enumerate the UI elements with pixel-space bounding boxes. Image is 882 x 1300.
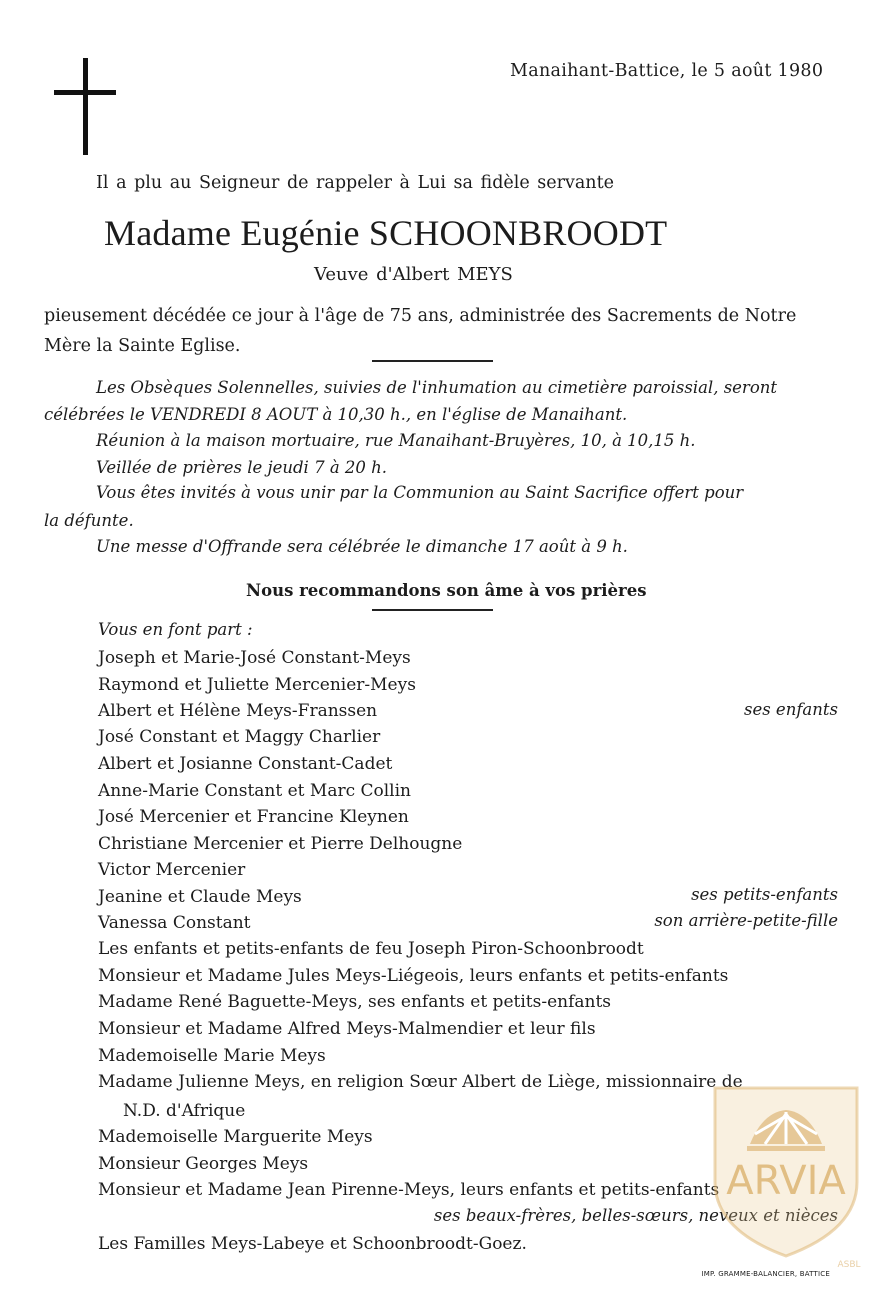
family-member: Vanessa Constant [98,913,251,933]
family-member: Les enfants et petits-enfants de feu Joseph Piron-Schoonbroodt [98,939,644,959]
family-member: Monsieur Georges Meys [98,1154,309,1174]
death-line-1: pieusement décédée ce jour à l'âge de 75 ans, administrée des Sacrements de Notre [44,306,797,326]
family-member: Albert et Josianne Constant-Cadet [98,754,393,774]
family-member: Joseph et Marie-José Constant-Meys [98,648,411,668]
family-member: Les Familles Meys-Labeye et Schoonbroodt-Goez. [98,1234,527,1254]
family-member: Monsieur et Madame Alfred Meys-Malmendier et leur fils [98,1019,596,1039]
watermark-suffix: ASBL [837,1260,861,1270]
ceremony-line: célébrées le VENDREDI 8 AOUT à 10,30 h., en l'église de Manaihant. [44,405,628,424]
ceremony-line: Vous êtes invités à vous unir par la Communion au Saint Sacrifice offert pour [96,483,744,502]
deceased-name: Madame Eugénie SCHOONBROODT [104,213,668,253]
family-member: Mademoiselle Marie Meys [98,1046,326,1066]
relation-grandchildren: ses petits-enfants [691,885,838,904]
family-member: Victor Mercenier [98,860,246,880]
family-member: José Mercenier et Francine Kleynen [98,807,409,827]
divider [372,360,493,362]
family-member: Raymond et Juliette Mercenier-Meys [98,675,416,695]
family-member: N.D. d'Afrique [123,1101,246,1121]
ceremony-line: la défunte. [44,511,134,530]
family-member: Monsieur et Madame Jean Pirenne-Meys, leurs enfants et petits-enfants [98,1180,720,1200]
ceremony-line: Réunion à la maison mortuaire, rue Manaihant-Bruyères, 10, à 10,15 h. [96,431,696,450]
place-date: Manaihant-Battice, le 5 août 1980 [510,61,824,81]
family-member: Madame René Baguette-Meys, ses enfants et petits-enfants [98,992,612,1012]
divider [372,609,493,611]
family-member: Mademoiselle Marguerite Meys [98,1127,373,1147]
ceremony-line: Une messe d'Offrande sera célébrée le dimanche 17 août à 9 h. [96,537,628,556]
death-line-2: Mère la Sainte Eglise. [44,336,241,356]
family-member: José Constant et Maggy Charlier [98,727,381,747]
family-member: Madame Julienne Meys, en religion Sœur Albert de Liège, missionnaire de [98,1072,743,1092]
intro-line: Il a plu au Seigneur de rappeler à Lui sa fidèle servante [96,173,614,193]
relation-in-laws: ses beaux-frères, belles-sœurs, neveux et nièces [433,1206,838,1225]
family-member: Monsieur et Madame Jules Meys-Liégeois, leurs enfants et petits-enfants [98,966,729,986]
relation-great-granddaughter: son arrière-petite-fille [654,911,838,930]
widow-of: Veuve d'Albert MEYS [314,264,513,285]
family-member: Anne-Marie Constant et Marc Collin [98,781,412,801]
family-member: Christiane Mercenier et Pierre Delhougne [98,834,463,854]
family-member: Jeanine et Claude Meys [98,887,302,907]
ceremony-line: Veillée de prières le jeudi 7 à 20 h. [96,458,388,477]
family-member: Albert et Hélène Meys-Franssen [98,701,378,721]
arvia-watermark-logo [705,1082,867,1270]
ceremony-line: Les Obsèques Solennelles, suivies de l'inhumation au cimetière paroissial, seront [96,378,778,397]
recommend-heading: Nous recommandons son âme à vos prières [246,581,647,600]
printer-credit: IMP. GRAMME-BALANCIER, BATTICE [701,1270,830,1278]
watermark-name: ARVIA [726,1158,846,1204]
announce-line: Vous en font part : [98,620,253,639]
relation-children: ses enfants [743,700,838,719]
